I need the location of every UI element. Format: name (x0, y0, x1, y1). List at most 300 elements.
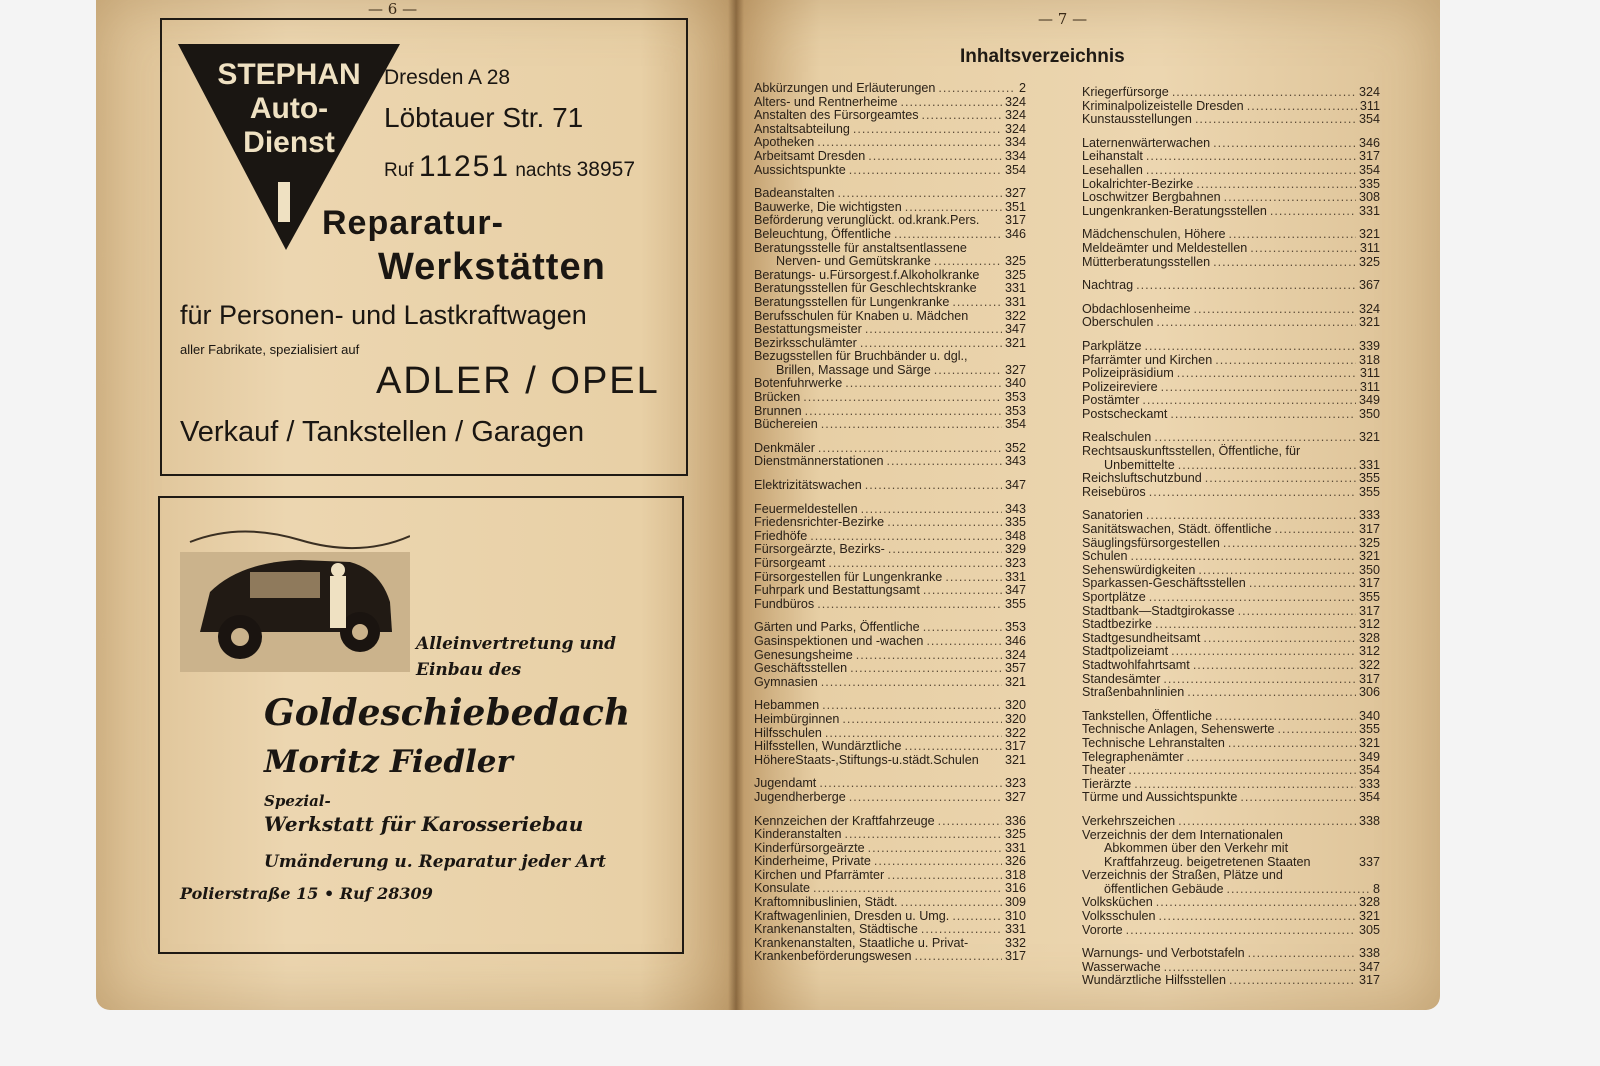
contents-entry (754, 910, 1026, 924)
right-page-number: — 7 — (1038, 10, 1088, 28)
leader-dots (1224, 191, 1356, 205)
entry-page: 337 (1358, 854, 1380, 869)
entry-title: Geschäftsstellen (754, 661, 848, 676)
entry-title: Alters- und Rentnerheime (754, 94, 898, 109)
contents-entry (754, 310, 1026, 324)
leader-dots (1203, 632, 1356, 646)
entry-title: Sparkassen-Geschäftsstellen (1082, 576, 1246, 591)
entry-page: 322 (1004, 725, 1026, 740)
entry-page: 354 (1004, 162, 1026, 177)
vehicle-types: für Personen- und Lastkraftwagen (180, 300, 587, 330)
entry-page: 346 (1004, 226, 1026, 241)
entry-page: 331 (1004, 569, 1026, 584)
entry-page: 331 (1358, 203, 1380, 218)
entry-page: 325 (1358, 254, 1380, 269)
leader-dots (1146, 164, 1356, 178)
entry-page: 354 (1358, 790, 1380, 805)
entry-title: Fürsorgeärzte, Bezirks- (754, 542, 885, 557)
entry-title: Bezirksschulämter (754, 335, 857, 350)
entry-title: Stadtwohlfahrtsamt (1082, 657, 1190, 672)
contents-entry (1082, 842, 1380, 856)
contents-title: Inhaltsverzeichnis (960, 46, 1125, 67)
stephan-street: Löbtauer Str. 71 (384, 102, 584, 133)
entry-title: Unbemittelte (1104, 457, 1175, 472)
leader-dots (1187, 686, 1356, 700)
entry-page: 348 (1004, 528, 1026, 543)
entry-page: 320 (1004, 698, 1026, 713)
leader-dots (1149, 486, 1356, 500)
entry-page: 333 (1358, 508, 1380, 523)
entry-page: 351 (1004, 199, 1026, 214)
leader-dots (1215, 710, 1356, 724)
leader-dots (845, 377, 1002, 391)
leader-dots (1198, 564, 1356, 578)
product-name: Goldeschiebedach (264, 692, 631, 734)
leader-dots (850, 662, 1002, 676)
contents-entry (1082, 947, 1380, 961)
leader-dots (1223, 537, 1356, 551)
entry-page: 353 (1004, 403, 1026, 418)
book-spine (728, 0, 744, 1010)
contents-entry (1082, 883, 1380, 897)
entry-title: Hilfsschulen (754, 725, 822, 740)
leader-dots (1178, 459, 1356, 473)
entry-title: Kennzeichen der Kraftfahrzeuge (754, 813, 935, 828)
entry-title: Aussichtspunkte (754, 162, 846, 177)
entry-title: Anstaltsabteilung (754, 121, 850, 136)
contents-entry (754, 584, 1026, 598)
stephan-phones (384, 150, 635, 184)
contents-entry (754, 923, 1026, 937)
entry-page: 336 (1004, 813, 1026, 828)
contents-entry (754, 96, 1026, 110)
leader-dots (803, 391, 1002, 405)
contents-entry (754, 621, 1026, 635)
contents-entry (1082, 591, 1380, 605)
leader-dots (828, 557, 1002, 571)
entry-title: Krankenbeförderungswesen (754, 949, 912, 964)
entry-title: Laternenwärterwachen (1082, 135, 1211, 150)
entry-title: Oberschulen (1082, 315, 1154, 330)
contents-entry (754, 405, 1026, 419)
entry-title: Fuhrpark und Bestattungsamt (754, 583, 920, 598)
leader-dots (1156, 896, 1356, 910)
entry-title: Friedensrichter-Bezirke (754, 515, 885, 530)
contents-entry (754, 164, 1026, 178)
entry-title: Stadtbezirke (1082, 617, 1153, 632)
contents-entry (1082, 961, 1380, 975)
entry-title: Mütterberatungsstellen (1082, 254, 1211, 269)
entry-page: 321 (1358, 735, 1380, 750)
entry-page: 343 (1004, 501, 1026, 516)
entry-title: Hilfsstellen, Wundärztliche (754, 739, 902, 754)
entry-page: 367 (1358, 278, 1380, 293)
entry-page: 347 (1004, 322, 1026, 337)
entry-page: 339 (1358, 338, 1380, 353)
contents-entry (1082, 408, 1380, 422)
contents-entry (754, 242, 1026, 256)
contents-entry (754, 136, 1026, 150)
entry-page: 324 (1004, 108, 1026, 123)
contents-entry (1082, 256, 1380, 270)
contents-entry (754, 571, 1026, 585)
leader-dots (1250, 242, 1357, 256)
leader-dots (926, 635, 1002, 649)
entry-page: 318 (1358, 352, 1380, 367)
entry-title: Büchereien (754, 417, 818, 432)
contents-entry (754, 950, 1026, 964)
leader-dots (887, 869, 1002, 883)
leader-dots (945, 571, 1002, 585)
entry-title: Beratungs- u.Fürsorgest.f.Alkoholkranke (754, 267, 980, 282)
entry-title: Dienstmännerstationen (754, 454, 884, 469)
entry-title: öffentlichen Gebäude (1104, 881, 1224, 896)
contents-entry (1082, 205, 1380, 219)
entry-title: Sehenswürdigkeiten (1082, 562, 1196, 577)
entry-title: Technische Lehranstalten (1082, 735, 1225, 750)
contents-entry (1082, 673, 1380, 687)
entry-page: 335 (1358, 176, 1380, 191)
entry-page: 321 (1004, 674, 1026, 689)
entry-title: Wasserwache (1082, 959, 1161, 974)
leader-dots (810, 530, 1002, 544)
entry-title: Apotheken (754, 135, 815, 150)
leader-dots (860, 337, 1002, 351)
entry-page: 355 (1358, 484, 1380, 499)
headline-werkstaetten: Werkstätten (378, 246, 606, 288)
contents-column-2 (1082, 86, 1380, 988)
stephan-city: Dresden A 28 (384, 66, 511, 89)
leader-dots (1238, 605, 1356, 619)
entry-page: 347 (1004, 478, 1026, 493)
entry-title: Obdachlosenheime (1082, 301, 1191, 316)
brands: ADLER / OPEL (376, 360, 660, 402)
entry-title: Stadtgesundheitsamt (1082, 630, 1201, 645)
contents-entry (1082, 550, 1380, 564)
entry-page: 317 (1004, 213, 1026, 228)
entry-page: 321 (1358, 430, 1380, 445)
entry-title: Reichsluftschutzbund (1082, 471, 1202, 486)
leader-dots (887, 516, 1002, 530)
entry-title: Badeanstalten (754, 186, 835, 201)
contents-entry (754, 699, 1026, 713)
entry-page: 310 (1004, 908, 1026, 923)
section-gap (754, 805, 1026, 815)
entry-title: Straßenbahnlinien (1082, 685, 1185, 700)
entry-title: Loschwitzer Bergbahnen (1082, 190, 1221, 205)
leader-dots (1193, 659, 1356, 673)
entry-page: 324 (1358, 85, 1380, 99)
company-name: Moritz Fiedler (264, 744, 513, 780)
contents-entry (1082, 764, 1380, 778)
entry-title: Kunstausstellungen (1082, 112, 1192, 127)
contents-entry (1082, 486, 1380, 500)
contents-column-1 (754, 82, 1026, 964)
leader-dots (861, 503, 1002, 517)
leader-dots (1229, 974, 1356, 988)
entry-page: 331 (1004, 922, 1026, 937)
contents-entry (754, 530, 1026, 544)
leader-dots (821, 676, 1002, 690)
entry-title: Beratungsstellen für Lungenkranke (754, 294, 950, 309)
contents-entry (754, 228, 1026, 242)
fiedler-address: Polierstraße 15 • Ruf 28309 (180, 884, 433, 903)
leader-dots (1228, 737, 1356, 751)
entry-title: Lokalrichter-Bezirke (1082, 176, 1194, 191)
entry-page: 8 (1372, 881, 1380, 896)
open-booklet (96, 0, 1440, 1010)
contents-entry (754, 282, 1026, 296)
leader-dots (934, 255, 1002, 269)
contents-entry (1082, 394, 1380, 408)
entry-title: Kraftfahrzeug. beigetretenen Staaten (1104, 854, 1311, 869)
contents-entry (1082, 751, 1380, 765)
contents-entry (1082, 737, 1380, 751)
contents-entry (754, 676, 1026, 690)
entry-page: 331 (1004, 840, 1026, 855)
entry-title: Verkehrszeichen (1082, 813, 1176, 828)
leader-dots (1240, 791, 1356, 805)
entry-title: Postämter (1082, 393, 1140, 408)
contents-entry (754, 82, 1026, 96)
entry-page: 317 (1358, 671, 1380, 686)
entry-title: Standesämter (1082, 671, 1161, 686)
entry-page: 354 (1358, 162, 1380, 177)
entry-page: 324 (1358, 301, 1380, 316)
entry-page: 333 (1358, 776, 1380, 791)
entry-title: Warnungs- und Verbotstafeln (1082, 946, 1245, 961)
leader-dots (1134, 778, 1356, 792)
leader-dots (923, 621, 1002, 635)
leader-dots (1156, 316, 1356, 330)
services: Verkauf / Tankstellen / Garagen (180, 416, 585, 448)
contents-entry (1082, 856, 1380, 870)
leader-dots (865, 479, 1002, 493)
entry-title: Sportplätze (1082, 590, 1146, 604)
contents-entry (1082, 228, 1380, 242)
entry-page: 350 (1358, 406, 1380, 421)
contents-entry (754, 269, 1026, 283)
contents-entry (1082, 459, 1380, 473)
entry-page: 340 (1004, 376, 1026, 391)
fiedler-advertisement (158, 496, 684, 954)
contents-entry (754, 337, 1026, 351)
entry-title: Tankstellen, Öffentliche (1082, 708, 1212, 723)
leader-dots (923, 584, 1002, 598)
contents-entry (754, 391, 1026, 405)
contents-entry (1082, 659, 1380, 673)
entry-title: Pfarrämter und Kirchen (1082, 352, 1213, 367)
entry-title: Jugendamt (754, 776, 817, 791)
entry-page: 353 (1004, 390, 1026, 405)
entry-title: Polizeireviere (1082, 379, 1158, 394)
leader-dots (1142, 394, 1356, 408)
leader-dots (1128, 764, 1356, 778)
contents-entry (1082, 113, 1380, 127)
contents-entry (1082, 869, 1380, 883)
leader-dots (1275, 523, 1356, 537)
entry-page: 349 (1358, 393, 1380, 408)
contents-entry (1082, 303, 1380, 317)
contents-entry (1082, 279, 1380, 293)
entry-title: Meldeämter und Meldestellen (1082, 240, 1248, 255)
entry-title: Parkplätze (1082, 338, 1142, 353)
leader-dots (813, 882, 1002, 896)
leader-dots (901, 96, 1002, 110)
contents-entry (754, 713, 1026, 727)
entry-title: Telegraphenämter (1082, 749, 1184, 764)
contents-entry (1082, 191, 1380, 205)
contents-entry (754, 828, 1026, 842)
leader-dots (1154, 431, 1356, 445)
entry-page: 327 (1004, 362, 1026, 377)
contents-entry (1082, 924, 1380, 938)
contents-entry (1082, 723, 1380, 737)
entry-page: 321 (1358, 315, 1380, 330)
entry-title: Beleuchtung, Öffentliche (754, 226, 891, 241)
entry-title: Reisebüros (1082, 484, 1146, 499)
entry-title: Kinderfürsorgeärzte (754, 840, 865, 855)
leader-dots (901, 896, 1002, 910)
entry-page: 334 (1004, 135, 1026, 150)
entry-page: 316 (1004, 881, 1026, 896)
entry-page: 325 (1004, 254, 1026, 269)
entry-title: Denkmäler (754, 440, 815, 455)
entry-title: Polizeipräsidium (1082, 366, 1174, 381)
entry-page: 338 (1358, 813, 1380, 828)
contents-entry (754, 937, 1026, 951)
contents-entry (754, 598, 1026, 612)
leader-dots (1164, 961, 1356, 975)
contents-entry (754, 377, 1026, 391)
contents-entry (754, 740, 1026, 754)
brands-note: aller Fabrikate, spezialisiert auf (180, 342, 360, 357)
entry-title: Realschulen (1082, 430, 1152, 445)
contents-entry (754, 350, 1026, 364)
entry-title: Brillen, Massage und Särge (776, 362, 931, 377)
leader-dots (1196, 178, 1356, 192)
entry-title: Elektrizitätswachen (754, 478, 862, 493)
entry-title: Säuglingsfürsorgestellen (1082, 535, 1220, 550)
entry-title: Rechtsauskunftsstellen, Öffentliche, für (1082, 444, 1301, 459)
logo-line-1: STEPHAN (217, 58, 361, 91)
entry-title: Lungenkranken-Beratungsstellen (1082, 203, 1267, 218)
contents-entry (1082, 164, 1380, 178)
entry-page: 321 (1358, 909, 1380, 924)
leader-dots (1155, 618, 1356, 632)
entry-page: 324 (1004, 121, 1026, 136)
leader-dots (888, 543, 1002, 557)
entry-title: Wundärztliche Hilfsstellen (1082, 973, 1226, 988)
contents-entry (754, 815, 1026, 829)
entry-title: Stadtbank—Stadtgirokasse (1082, 603, 1235, 618)
entry-title: Abkürzungen und Erläuterungen (754, 81, 936, 95)
entry-page: 343 (1004, 454, 1026, 469)
contents-entry (754, 557, 1026, 571)
phone-label: Ruf (384, 160, 414, 181)
contents-entry (1082, 618, 1380, 632)
entry-title: Kriegerfürsorge (1082, 85, 1169, 99)
leader-dots (1177, 367, 1357, 381)
entry-page: 346 (1358, 135, 1380, 150)
entry-title: Postscheckamt (1082, 406, 1168, 421)
contents-entry (1082, 431, 1380, 445)
leader-dots (1163, 673, 1356, 687)
entry-page: 317 (1358, 522, 1380, 537)
entry-title: Schulen (1082, 549, 1128, 564)
left-page-number: — 6 — (368, 0, 418, 18)
entry-page: 323 (1004, 556, 1026, 570)
entry-title: Volksküchen (1082, 895, 1153, 910)
entry-page: 323 (1004, 776, 1026, 791)
contents-entry (1082, 537, 1380, 551)
entry-title: Kinderheime, Private (754, 854, 871, 869)
entry-page: 335 (1004, 515, 1026, 530)
entry-page: 306 (1358, 685, 1380, 700)
contents-entry (1082, 910, 1380, 924)
leader-dots (1126, 924, 1356, 938)
leader-dots (938, 815, 1002, 829)
contents-entry (1082, 778, 1380, 792)
entry-page: 340 (1358, 708, 1380, 723)
entry-page: 317 (1358, 149, 1380, 164)
entry-page: 327 (1004, 789, 1026, 804)
entry-title: Anstalten des Fürsorgeamtes (754, 108, 919, 123)
contents-entry (754, 255, 1026, 269)
entry-page: 355 (1004, 596, 1026, 611)
leader-dots (1145, 340, 1356, 354)
contents-entry (754, 649, 1026, 663)
entry-page: 331 (1004, 281, 1026, 296)
entry-page: 331 (1004, 294, 1026, 309)
contents-entry (754, 323, 1026, 337)
entry-title: Hebammen (754, 698, 820, 713)
phone-number: 11251 (418, 150, 511, 183)
entry-page: 357 (1004, 661, 1026, 676)
entry-title: Tierärzte (1082, 776, 1132, 791)
entry-page: 354 (1004, 417, 1026, 432)
contents-entry (1082, 86, 1380, 100)
leader-dots (894, 228, 1002, 242)
leader-dots (1170, 408, 1356, 422)
logo-line-2: Auto- (249, 92, 329, 125)
entry-page: 355 (1358, 722, 1380, 737)
entry-page: 312 (1358, 617, 1380, 632)
entry-page: 318 (1004, 867, 1026, 882)
entry-title: Fürsorgestellen für Lungenkranke (754, 569, 943, 584)
entry-title: Verzeichnis der Straßen, Plätze und (1082, 868, 1283, 883)
leader-dots (1136, 279, 1356, 293)
leader-dots (1248, 947, 1356, 961)
leader-dots (1270, 205, 1356, 219)
entry-page: 317 (1004, 949, 1026, 964)
leader-dots (904, 740, 1002, 754)
leader-dots (1213, 256, 1356, 270)
entry-page: 312 (1358, 644, 1380, 659)
contents-entry (754, 635, 1026, 649)
leader-dots (868, 842, 1002, 856)
entry-page: 317 (1358, 603, 1380, 618)
contents-entry (1082, 445, 1380, 459)
leader-dots (1278, 723, 1356, 737)
entry-page: 327 (1004, 186, 1026, 201)
leader-dots (1131, 550, 1356, 564)
entry-title: Feuermeldestellen (754, 501, 858, 516)
entry-title: Gymnasien (754, 674, 818, 689)
contents-entry (1082, 577, 1380, 591)
leader-dots (1172, 86, 1356, 100)
entry-title: Kinderanstalten (754, 827, 842, 842)
